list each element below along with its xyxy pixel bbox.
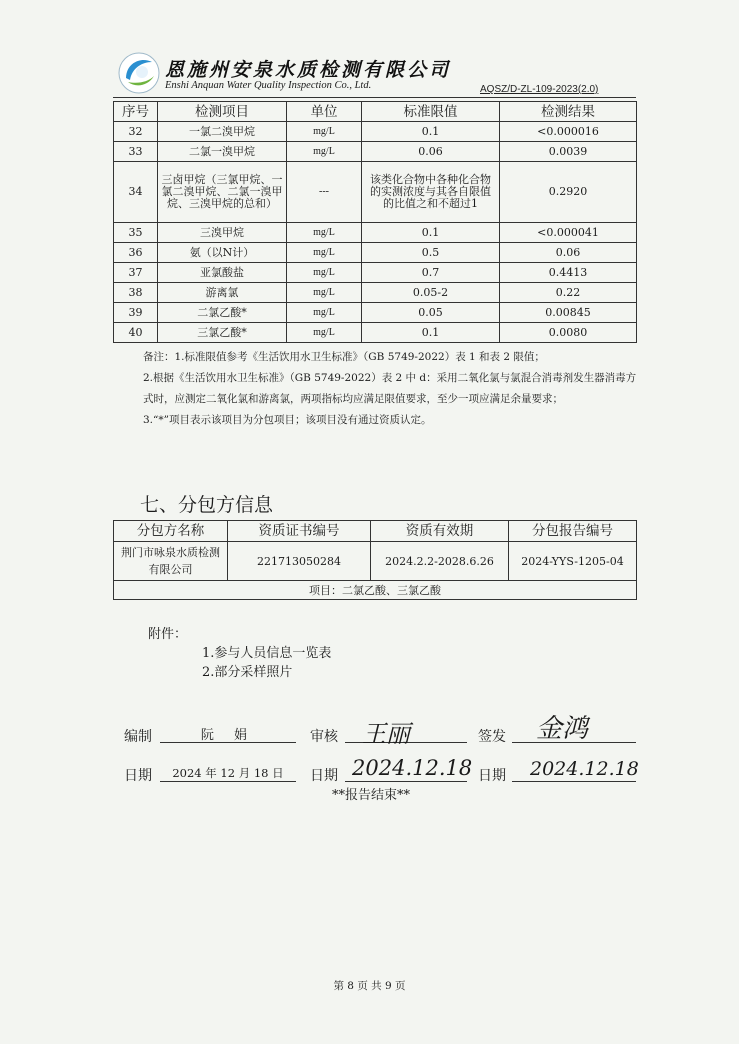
row-result: <0.000016 — [500, 122, 637, 142]
row-item: 亚氯酸盐 — [158, 263, 287, 283]
attachment-item: 2.部分采样照片 — [202, 665, 293, 680]
sub-report-no: 2024-YYS-1205-04 — [509, 542, 637, 581]
table-row — [114, 323, 637, 343]
row-result: 0.00845 — [500, 303, 637, 323]
header-no: 序号 — [114, 102, 158, 122]
row-no: 39 — [114, 303, 158, 323]
row-no: 35 — [114, 223, 158, 243]
header-report-no: 分包报告编号 — [509, 521, 637, 542]
remarks — [113, 347, 638, 431]
table-row — [114, 243, 637, 263]
row-item: 三卤甲烷（三氯甲烷、一氯二溴甲烷、二氯一溴甲烷、三溴甲烷的总和） — [158, 162, 287, 223]
date-line — [160, 781, 296, 782]
table-header-row — [114, 102, 637, 122]
sub-name: 荆门市咏泉水质检测有限公司 — [114, 542, 228, 581]
compile-date: 2024 年 12 月 18 日 — [172, 766, 284, 780]
header-validity: 资质有效期 — [371, 521, 509, 542]
header-item: 检测项目 — [158, 102, 287, 122]
row-unit: mg/L — [287, 142, 362, 162]
row-result: 0.22 — [500, 283, 637, 303]
results-table — [113, 101, 637, 343]
row-no: 38 — [114, 283, 158, 303]
review-date: 2024.12.18 — [352, 756, 473, 780]
company-logo — [118, 52, 160, 94]
row-result: 0.0080 — [500, 323, 637, 343]
row-limit: 0.1 — [362, 122, 500, 142]
row-unit: mg/L — [287, 223, 362, 243]
row-no: 34 — [114, 162, 158, 223]
table-row — [114, 162, 637, 223]
row-item: 游离氯 — [158, 283, 287, 303]
header-result: 检测结果 — [500, 102, 637, 122]
row-no: 37 — [114, 263, 158, 283]
row-unit: mg/L — [287, 122, 362, 142]
row-result: 0.2920 — [500, 162, 637, 223]
row-limit: 0.06 — [362, 142, 500, 162]
header-divider — [113, 97, 636, 98]
row-result: <0.000041 — [500, 223, 637, 243]
section-title: 七、分包方信息 — [140, 494, 274, 516]
row-limit: 0.1 — [362, 223, 500, 243]
company-name-en: Enshi Anquan Water Quality Inspection Co., Ltd. — [165, 80, 372, 91]
date-label: 日期 — [310, 768, 338, 784]
remark-3: 3.“*”项目表示该项目为分包项目；该项目没有通过资质认定。 — [143, 414, 432, 426]
header-cert-no: 资质证书编号 — [228, 521, 371, 542]
row-result: 0.06 — [500, 243, 637, 263]
company-name-cn: 恩施州安泉水质检测有限公司 — [165, 59, 452, 81]
remark-1: 备注：1.标准限值参考《生活饮用水卫生标准》（GB 5749-2022）表 1 和表 2 限值； — [143, 351, 545, 363]
row-no: 33 — [114, 142, 158, 162]
date-label: 日期 — [478, 768, 506, 784]
row-item: 二氯一溴甲烷 — [158, 142, 287, 162]
table-row — [114, 303, 637, 323]
page-number: 第 8 页 共 9 页 — [333, 980, 406, 992]
row-limit: 0.5 — [362, 243, 500, 263]
subcontractor-table — [113, 520, 637, 600]
row-no: 36 — [114, 243, 158, 263]
date-label: 日期 — [124, 768, 152, 784]
header-limit: 标准限值 — [362, 102, 500, 122]
document-code: AQSZ/D-ZL-109-2023(2.0) — [480, 84, 599, 95]
row-item: 氨（以N计） — [158, 243, 287, 263]
row-unit: mg/L — [287, 243, 362, 263]
row-item: 二氯乙酸* — [158, 303, 287, 323]
approver-signature: 金鸿 — [536, 714, 589, 744]
row-limit: 0.05 — [362, 303, 500, 323]
sub-cert-no: 221713050284 — [228, 542, 371, 581]
row-limit: 0.1 — [362, 323, 500, 343]
table-row — [114, 122, 637, 142]
approve-label: 签发 — [478, 729, 506, 745]
row-no: 32 — [114, 122, 158, 142]
row-unit: mg/L — [287, 303, 362, 323]
row-unit: mg/L — [287, 323, 362, 343]
table-row — [114, 223, 637, 243]
sub-items: 项目：二氯乙酸、三氯乙酸 — [114, 581, 637, 600]
row-result: 0.4413 — [500, 263, 637, 283]
row-limit: 0.7 — [362, 263, 500, 283]
date-line — [512, 781, 636, 782]
row-no: 40 — [114, 323, 158, 343]
sub-table-header-row — [114, 521, 637, 542]
attachment-item: 1.参与人员信息一览表 — [202, 646, 332, 661]
row-item: 三氯乙酸* — [158, 323, 287, 343]
table-row — [114, 142, 637, 162]
report-end-mark: **报告结束** — [332, 788, 411, 803]
sub-validity: 2024.2.2-2028.6.26 — [371, 542, 509, 581]
row-item: 三溴甲烷 — [158, 223, 287, 243]
row-limit: 0.05-2 — [362, 283, 500, 303]
review-label: 审核 — [310, 729, 338, 745]
row-item: 一氯二溴甲烷 — [158, 122, 287, 142]
table-row — [114, 283, 637, 303]
table-row — [114, 263, 637, 283]
row-unit: mg/L — [287, 263, 362, 283]
header-sub-name: 分包方名称 — [114, 521, 228, 542]
date-line — [345, 781, 467, 782]
header-unit: 单位 — [287, 102, 362, 122]
row-unit: mg/L — [287, 283, 362, 303]
attachments-title: 附件： — [148, 627, 188, 642]
approve-date: 2024.12.18 — [530, 758, 639, 780]
remark-2: 2.根据《生活饮用水卫生标准》（GB 5749-2022）表 2 中 d：采用二氧化氯与氯混合消毒剂发生器消毒方式时，应测定二氧化氯和游离氯，两项指标均应满足限值要求，至少一项应满足余量要求； — [143, 372, 637, 405]
row-limit: 该类化合物中各种化合物的实测浓度与其各自限值的比值之和不超过1 — [362, 162, 500, 223]
row-result: 0.0039 — [500, 142, 637, 162]
reviewer-signature: 王丽 — [362, 720, 410, 748]
sub-table-row — [114, 542, 637, 581]
row-unit: --- — [287, 162, 362, 223]
compile-label: 编制 — [124, 729, 152, 745]
compiler-name: 阮 娟 — [200, 728, 256, 743]
sub-table-items-row — [114, 581, 637, 600]
